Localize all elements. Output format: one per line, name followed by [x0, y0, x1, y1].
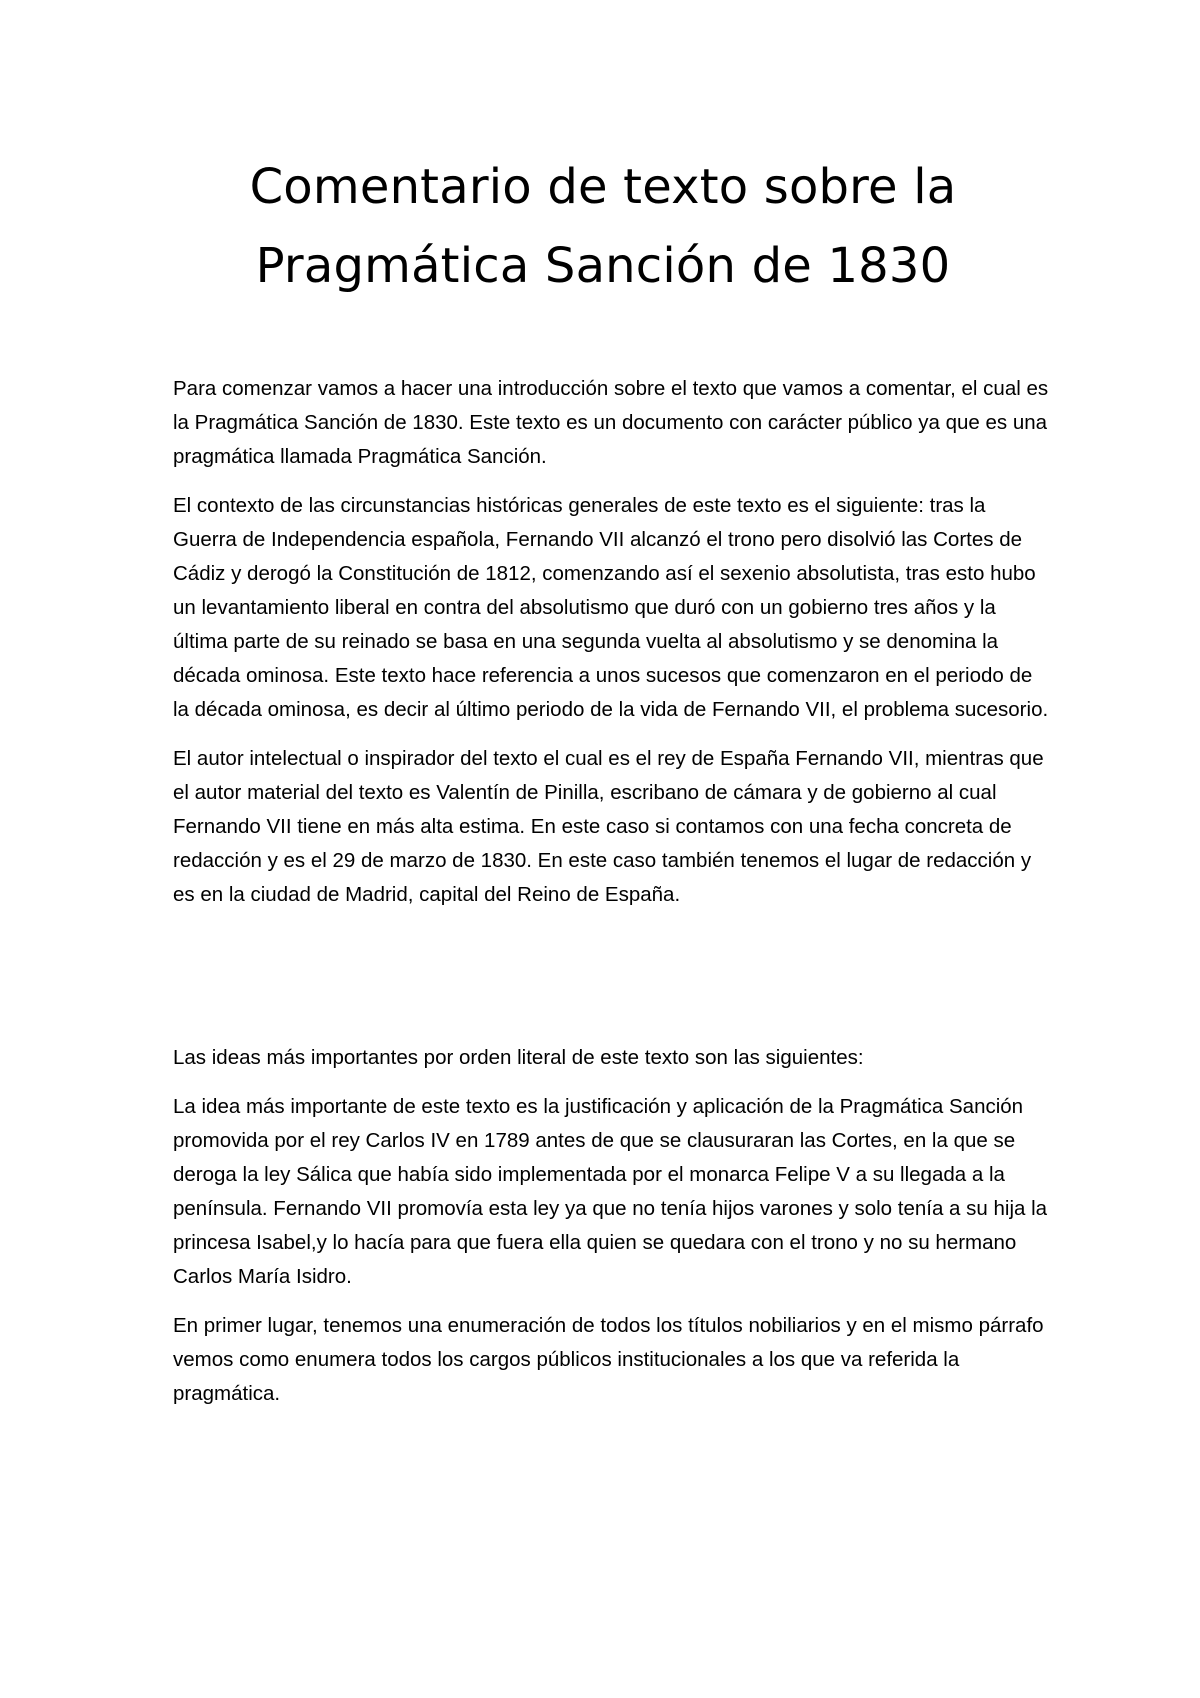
document-body-section-1: [173, 372, 1053, 927]
paragraph-main-idea: La idea más importante de este texto es la justificación y aplicación de la Pragmática Sanción promovida por el rey Carlos IV en 1789 antes de que se clausuraran las Cortes, en la que se deroga la ley Sálica que había sido implementada por el monarca Felipe V a su llegada a la península. Fernando VII promovía esta ley ya que no tenía hijos varones y solo tenía a su hija la princesa Isabel,y lo hacía para que fuera ella quien se quedara con el trono y no su hermano Carlos María Isidro.: [173, 1095, 1048, 1288]
paragraph-historical-context: El contexto de las circunstancias históricas generales de este texto es el siguiente: tras la Guerra de Independencia española, Fernando VII alcanzó el trono pero disolvió las Cortes de Cádiz y derogó la Constitución de 1812, comenzando así el sexenio absolutista, tras esto hubo un levantamiento liberal en contra del absolutismo que duró con un gobierno tres años y la última parte de su reinado se basa en una segunda vuelta al absolutismo y se denomina la década ominosa. Este texto hace referencia a unos sucesos que comenzaron en el periodo de la década ominosa, es decir al último periodo de la vida de Fernando VII, el problema sucesorio.: [173, 494, 1049, 721]
paragraph-author: El autor intelectual o inspirador del texto el cual es el rey de España Fernando VII, mientras que el autor material del texto es Valentín de Pinilla, escribano de cámara y de gobierno al cual Fernando VII tiene en más alta estima. En este caso si contamos con una fecha concreta de redacción y es el 29 de marzo de 1830. En este caso también tenemos el lugar de redacción y es en la ciudad de Madrid, capital del Reino de España.: [173, 747, 1044, 906]
paragraph-introduction: Para comenzar vamos a hacer una introducción sobre el texto que vamos a comentar, el cual es la Pragmática Sanción de 1830. Este texto es un documento con carácter público ya que es una pragmática llamada Pragmática Sanción.: [173, 377, 1049, 468]
document-body-section-2: [173, 1041, 1053, 1426]
document-title-line-1: Comentario de texto sobre la: [249, 159, 957, 215]
document-title: [172, 148, 1034, 306]
paragraph-enumeration: En primer lugar, tenemos una enumeración de todos los títulos nobiliarios y en el mismo párrafo vemos como enumera todos los cargos públicos institucionales a los que va referida la pragmática.: [173, 1314, 1044, 1405]
paragraph-main-ideas-heading: Las ideas más importantes por orden literal de este texto son las siguientes:: [173, 1046, 864, 1069]
document-title-line-2: Pragmática Sanción de 1830: [255, 238, 951, 294]
